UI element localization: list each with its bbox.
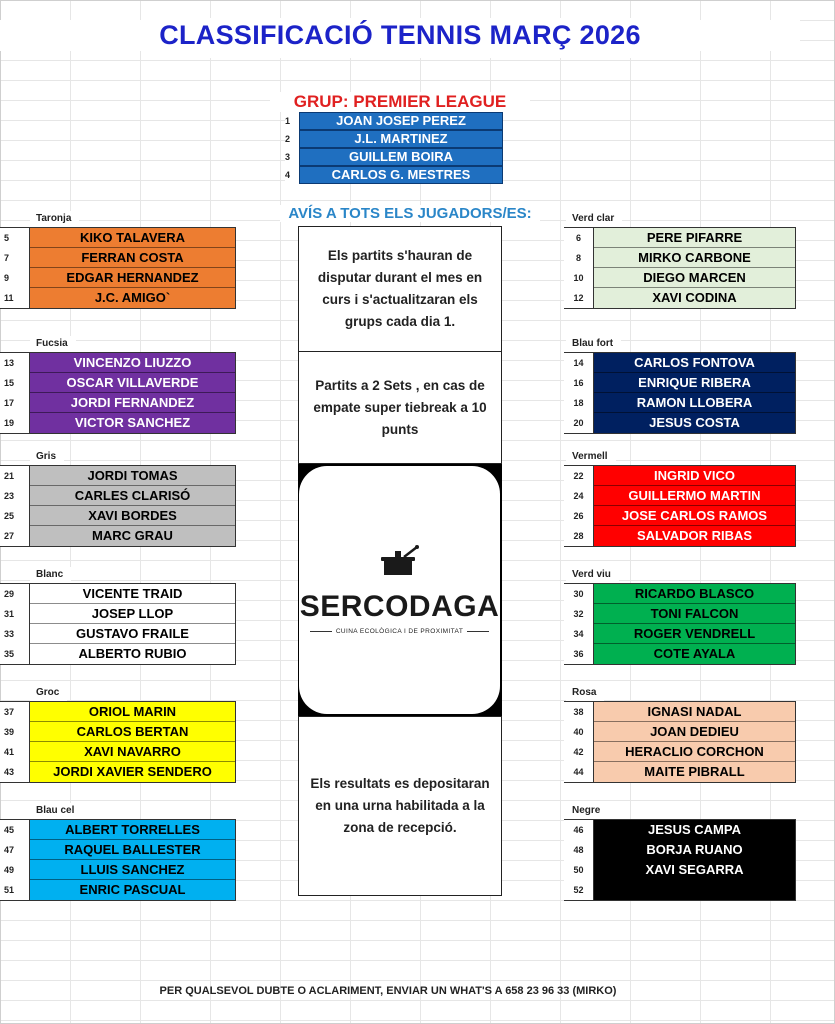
player-row [0,880,235,900]
player-row [564,248,795,268]
premier-row [285,112,503,130]
premier-player-name: J.L. MARTINEZ [299,130,503,148]
player-rank: 31 [0,604,30,624]
player-rank: 51 [0,880,30,900]
player-row [0,248,235,268]
player-row [0,466,235,486]
premier-rank: 2 [285,130,299,148]
group-table [564,583,796,665]
cooking-pot-icon [380,545,420,586]
group-blau-fort [540,333,776,434]
player-name: COTE AYALA [594,644,795,664]
player-name: ENRIC PASCUAL [30,880,235,900]
player-row [564,624,795,644]
player-name: INGRID VICO [594,466,795,486]
player-row [564,644,795,664]
premier-player-name: JOAN JOSEP PEREZ [299,112,503,130]
player-row [564,228,795,248]
player-row [564,840,795,860]
group-negre [540,800,776,901]
player-name: PERE PIFARRE [594,228,795,248]
player-name: SALVADOR RIBAS [594,526,795,546]
player-rank: 41 [0,742,30,762]
player-row [0,486,235,506]
player-rank: 11 [0,288,30,308]
group-blanc [0,564,236,665]
player-name: EDGAR HERNANDEZ [30,268,235,288]
sponsor-tagline: CUINA ECOLÒGICA I DE PROXIMITAT [335,628,464,635]
premier-row [285,130,503,148]
sponsor-tagline-row [306,628,493,635]
player-rank: 17 [0,393,30,413]
player-rank: 28 [564,526,594,546]
premier-player-name: CARLOS G. MESTRES [299,166,503,184]
player-row [0,624,235,644]
player-rank: 47 [0,840,30,860]
footer-contact: PER QUALSEVOL DUBTE O ACLARIMENT, ENVIAR UN WHAT'S A 658 23 96 33 (MIRKO) [159,985,617,997]
player-rank: 16 [564,373,594,393]
player-row [0,393,235,413]
group-label: Verd viu [566,567,619,583]
player-row [564,466,795,486]
player-row [564,373,795,393]
player-row [0,228,235,248]
player-name: DIEGO MARCEN [594,268,795,288]
player-row [0,702,235,722]
premier-row [285,166,503,184]
player-rank: 12 [564,288,594,308]
notice-box-schedule: Els partits s'hauran de disputar durant el mes en curs i s'actualitzaran els grups cada dia 1. [298,226,502,352]
player-name: MAITE PIBRALL [594,762,795,782]
premier-rank: 3 [285,148,299,166]
notice-box-results: Els resultats es depositaran en una urna habilitada a la zona de recepció. [298,716,502,896]
group-label: Vermell [566,449,616,465]
player-rank: 46 [564,820,594,840]
premier-rank: 1 [285,112,299,130]
player-name: JORDI XAVIER SENDERO [30,762,235,782]
player-rank: 30 [564,584,594,604]
player-name: JOAN DEDIEU [594,722,795,742]
player-rank: 39 [0,722,30,742]
group-label: Gris [30,449,64,465]
group-taronja [0,208,236,309]
player-rank: 6 [564,228,594,248]
group-label: Verd clar [566,211,622,227]
player-row [564,393,795,413]
group-vermell [540,446,776,547]
player-name: VICENTE TRAID [30,584,235,604]
player-name: CARLOS FONTOVA [594,353,795,373]
player-row [564,413,795,433]
player-name: JORDI FERNANDEZ [30,393,235,413]
player-name: JOSEP LLOP [30,604,235,624]
player-rank: 35 [0,644,30,664]
group-rosa [540,682,776,783]
player-row [564,860,795,880]
player-name: FERRAN COSTA [30,248,235,268]
player-row [0,268,235,288]
premier-rank: 4 [285,166,299,184]
player-row [0,288,235,308]
player-rank: 21 [0,466,30,486]
player-row [0,860,235,880]
group-table [0,227,236,309]
player-rank: 50 [564,860,594,880]
player-name: XAVI SEGARRA [594,860,795,880]
group-table [564,465,796,547]
group-blau-cel [0,800,236,901]
player-name: JOSE CARLOS RAMOS [594,506,795,526]
player-rank: 49 [0,860,30,880]
player-rank: 29 [0,584,30,604]
group-label: Blau cel [30,803,82,819]
player-row [0,722,235,742]
premier-row [285,148,503,166]
player-name: ROGER VENDRELL [594,624,795,644]
player-name: ALBERT TORRELLES [30,820,235,840]
player-rank: 33 [0,624,30,644]
player-row [564,604,795,624]
player-rank: 18 [564,393,594,413]
player-name: J.C. AMIGO` [30,288,235,308]
player-row [0,840,235,860]
player-rank: 37 [0,702,30,722]
player-rank: 27 [0,526,30,546]
player-name: ENRIQUE RIBERA [594,373,795,393]
player-rank: 20 [564,413,594,433]
group-table [0,352,236,434]
player-row [0,584,235,604]
group-fucsia [0,333,236,434]
group-table [564,819,796,901]
player-row [0,820,235,840]
player-row [0,373,235,393]
player-row [564,584,795,604]
player-name: XAVI CODINA [594,288,795,308]
player-row [0,604,235,624]
group-groc [0,682,236,783]
notice-title: AVÍS A TOTS ELS JUGADORS/ES: [280,205,540,222]
player-rank: 40 [564,722,594,742]
player-rank: 24 [564,486,594,506]
player-row [564,506,795,526]
player-name [594,880,795,900]
player-name: RICARDO BLASCO [594,584,795,604]
sponsor-logo [298,464,502,716]
player-name: KIKO TALAVERA [30,228,235,248]
player-name: MARC GRAU [30,526,235,546]
player-row [564,880,795,900]
player-rank: 36 [564,644,594,664]
player-rank: 42 [564,742,594,762]
player-name: GUILLERMO MARTIN [594,486,795,506]
player-row [564,486,795,506]
player-row [0,742,235,762]
player-row [564,353,795,373]
page-title: CLASSIFICACIÓ TENNIS MARÇ 2026 [0,20,800,51]
player-name: VICTOR SANCHEZ [30,413,235,433]
notice-box-format: Partits a 2 Sets , en cas de empate super tiebreak a 10 punts [298,351,502,464]
player-name: LLUIS SANCHEZ [30,860,235,880]
player-row [0,413,235,433]
player-name: CARLOS BERTAN [30,722,235,742]
player-row [564,762,795,782]
player-name: XAVI NAVARRO [30,742,235,762]
player-row [0,762,235,782]
divider [467,631,489,632]
player-rank: 26 [564,506,594,526]
player-rank: 34 [564,624,594,644]
player-row [0,526,235,546]
player-name: VINCENZO LIUZZO [30,353,235,373]
group-label: Blau fort [566,336,621,352]
player-row [564,742,795,762]
player-rank: 9 [0,268,30,288]
player-name: BORJA RUANO [594,840,795,860]
player-name: JORDI TOMAS [30,466,235,486]
group-label: Rosa [566,685,604,701]
player-name: JESUS COSTA [594,413,795,433]
group-verd-viu [540,564,776,665]
player-rank: 52 [564,880,594,900]
premier-league-title: GRUP: PREMIER LEAGUE [270,92,530,112]
player-row [564,526,795,546]
group-label: Blanc [30,567,71,583]
group-table [0,819,236,901]
player-row [564,820,795,840]
player-rank: 15 [0,373,30,393]
player-row [564,268,795,288]
player-name: HERACLIO CORCHON [594,742,795,762]
player-name: OSCAR VILLAVERDE [30,373,235,393]
player-rank: 38 [564,702,594,722]
player-rank: 25 [0,506,30,526]
player-name: RAQUEL BALLESTER [30,840,235,860]
player-rank: 7 [0,248,30,268]
player-name: CARLES CLARISÓ [30,486,235,506]
player-name: ALBERTO RUBIO [30,644,235,664]
player-row [564,288,795,308]
player-rank: 22 [564,466,594,486]
player-row [0,353,235,373]
group-table [564,701,796,783]
player-rank: 5 [0,228,30,248]
premier-league-list [285,112,503,184]
player-rank: 13 [0,353,30,373]
group-table [0,701,236,783]
group-table [564,352,796,434]
player-name: XAVI BORDES [30,506,235,526]
player-name: GUSTAVO FRAILE [30,624,235,644]
group-table [0,583,236,665]
player-name: ORIOL MARIN [30,702,235,722]
player-row [0,506,235,526]
player-rank: 48 [564,840,594,860]
player-row [564,702,795,722]
player-rank: 44 [564,762,594,782]
player-name: MIRKO CARBONE [594,248,795,268]
group-label: Taronja [30,211,79,227]
group-verd-clar [540,208,776,309]
player-rank: 8 [564,248,594,268]
player-name: TONI FALCON [594,604,795,624]
divider [310,631,332,632]
group-label: Fucsia [30,336,76,352]
player-rank: 19 [0,413,30,433]
group-table [0,465,236,547]
premier-player-name: GUILLEM BOIRA [299,148,503,166]
group-table [564,227,796,309]
group-label: Negre [566,803,608,819]
group-gris [0,446,236,547]
sponsor-logo-panel [299,466,500,714]
player-rank: 32 [564,604,594,624]
sponsor-name: SERCODAGA [299,590,500,623]
player-name: IGNASI NADAL [594,702,795,722]
player-rank: 14 [564,353,594,373]
player-rank: 45 [0,820,30,840]
player-row [564,722,795,742]
player-rank: 10 [564,268,594,288]
player-rank: 43 [0,762,30,782]
player-row [0,644,235,664]
player-name: RAMON LLOBERA [594,393,795,413]
group-label: Groc [30,685,67,701]
player-rank: 23 [0,486,30,506]
player-name: JESUS CAMPA [594,820,795,840]
